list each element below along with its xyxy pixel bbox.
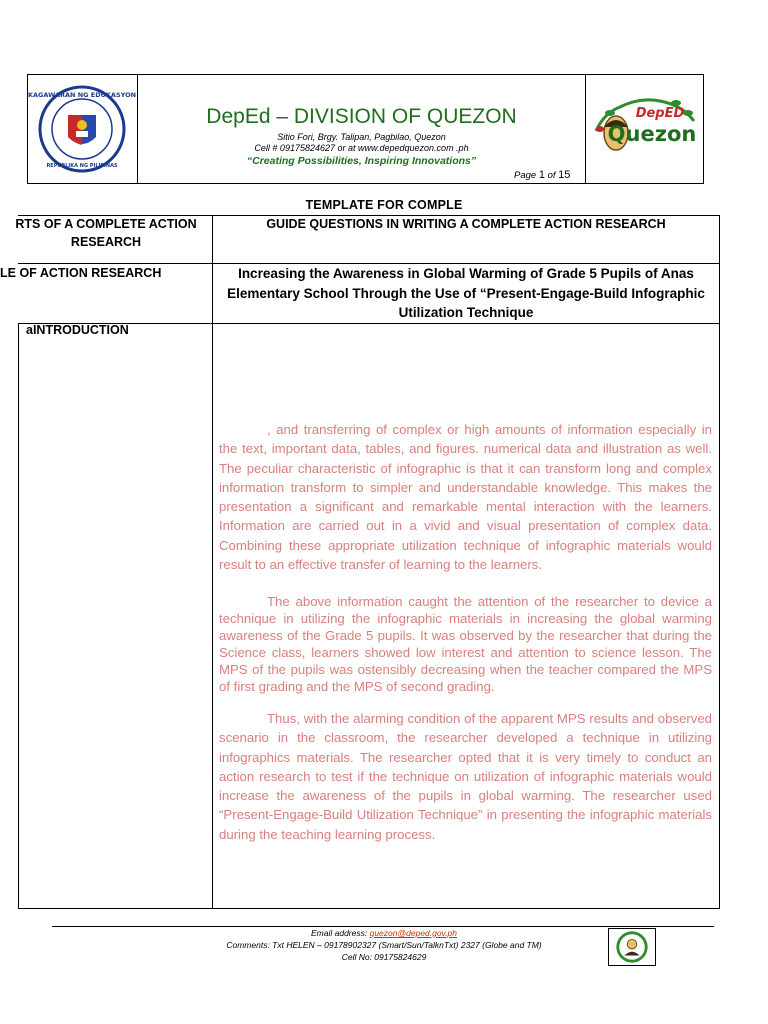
footer-comments: Comments: Txt HELEN – 09178902327 (Smart/Sun/TalknTxt) 2327 (Globe and TM) xyxy=(226,940,542,950)
page-total: 15 xyxy=(558,169,571,181)
paragraph-text: Thus, with the alarming condition of the apparent MPS results and observed scenario in the classroom, the researcher developed a technique in utilizing infographics materials. The researcher opted that it is very timely to conduct an action research to test if the technique on utilization of infographic materials would increase the awareness of the pupils in global warming. The researcher used “Present-Engage-Build Utilization Technique” in presenting the infographic materials during the teaching learning process. xyxy=(219,711,712,842)
org-title: DepEd – DIVISION OF QUEZON xyxy=(206,105,517,128)
row1-label: LE OF ACTION RESEARCH xyxy=(0,266,162,280)
page-current: 1 xyxy=(538,169,545,181)
table-rule xyxy=(212,215,213,909)
introduction-paragraph-1 xyxy=(219,420,712,574)
page-of: of xyxy=(547,170,556,181)
table-rule xyxy=(18,323,19,909)
page-indicator xyxy=(514,169,570,181)
col2-header: GUIDE QUESTIONS IN WRITING A COMPLETE ACTION RESEARCH xyxy=(266,217,666,231)
seal-top-text: KAGAWARAN NG EDUKASYON xyxy=(27,91,137,99)
introduction-paragraph-3 xyxy=(219,709,712,844)
footer-cell: Cell No: 09175824629 xyxy=(341,952,427,962)
introduction-label: aINTRODUCTION xyxy=(26,323,129,337)
template-title: TEMPLATE FOR COMPLE xyxy=(305,198,463,212)
seal-bottom-text: REPUBLIKA NG PILIPINAS xyxy=(46,163,118,169)
logo-text-top: DepED xyxy=(635,106,685,121)
logo-cell xyxy=(585,75,704,183)
introduction-paragraph-2 xyxy=(219,593,712,695)
col1-header: RTS OF A COMPLETE ACTION RESEARCH xyxy=(15,217,197,249)
table-rule xyxy=(719,215,720,909)
logo-text-main: Quezon xyxy=(607,122,697,146)
research-title: Increasing the Awareness in Global Warming of Grade 5 Pupils of Anas Elementary School Through the Use of “Present-Engage-Build Infographic Utilization Technique xyxy=(227,266,705,320)
paragraph-text: , and transferring of complex or high amounts of information especially in the text, important data, tables, and figures. numerical data and illustration as well. The peculiar characteristic of infographic is that it can transform long and complex information transform to simpler and understandable knowledge. This makes the presentation a significant and remarkable mental interaction with the learners. Information are carried out in a vivid and visual presentation of complex data. Combining these appropriate utilization technique of infographic materials would result to an effective transfer of learning to the learners. xyxy=(219,422,712,573)
letterhead xyxy=(27,74,704,184)
seal-cell xyxy=(28,75,138,183)
paragraph-text: The above information caught the attention of the researcher to device a technique in utilizing the infographic materials in increasing the global warming awareness of the Grade 5 pupils. It was observed by the researcher that during the Science class, learners showed low interest and attention to science lesson. The MPS of the pupils was ostensibly decreasing when the teacher compared the MPS of first grading and the MPS of second grading. xyxy=(219,594,712,694)
page-prefix: Page xyxy=(514,170,537,181)
footer-rule xyxy=(52,926,714,927)
org-address: Sitio Fori, Brgy. Talipan, Pagbilao, Quezon xyxy=(277,132,446,142)
deped-seal-icon xyxy=(27,85,137,173)
footer-seal-icon xyxy=(608,928,656,966)
org-motto: “Creating Possibilities, Inspiring Innovations” xyxy=(246,155,477,167)
email-link[interactable]: quezon@deped.gov.ph xyxy=(369,928,457,938)
email-label: Email address: xyxy=(311,928,368,938)
org-cell: Cell # 09175824627 or at www.depedquezon.com .ph xyxy=(254,143,469,153)
deped-quezon-logo-icon xyxy=(590,91,700,165)
table-rule xyxy=(18,908,720,909)
